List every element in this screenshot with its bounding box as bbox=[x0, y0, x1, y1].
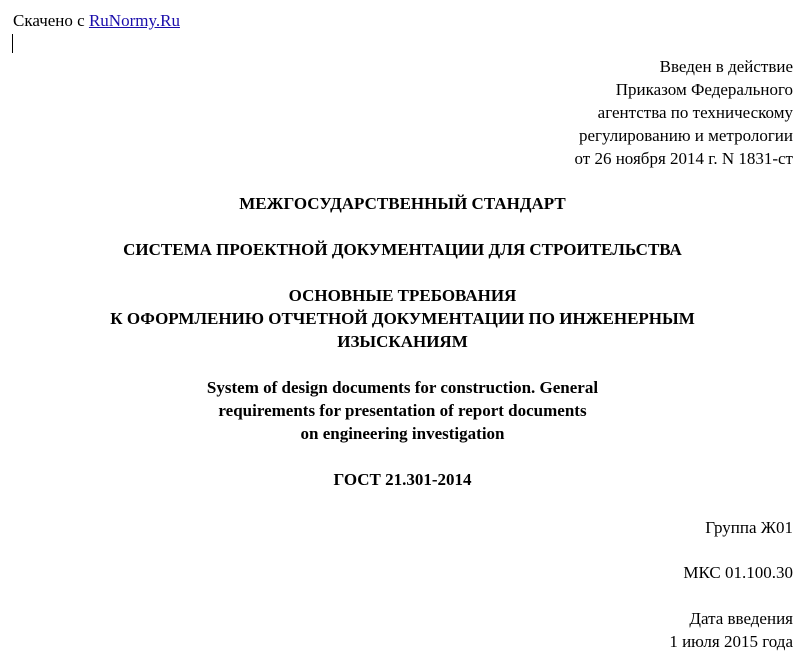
source-link[interactable]: RuNormy.Ru bbox=[88, 11, 180, 30]
english-title-line: on engineering investigation bbox=[300, 424, 505, 443]
source-line bbox=[13, 9, 180, 32]
system-heading bbox=[0, 238, 799, 261]
requirements-line: К ОФОРМЛЕНИЮ ОТЧЕТНОЙ ДОКУМЕНТАЦИИ ПО ИНЖЕНЕРНЫМ bbox=[110, 309, 695, 328]
requirements-heading bbox=[0, 284, 799, 353]
intro-date-value: 1 июля 2015 года bbox=[669, 632, 793, 651]
english-title bbox=[0, 376, 799, 445]
approval-line: Приказом Федерального bbox=[615, 80, 793, 99]
standard-type-heading bbox=[0, 192, 799, 215]
text-cursor bbox=[12, 34, 13, 53]
approval-line: регулированию и метрологии bbox=[578, 126, 793, 145]
approval-line: от 26 ноября 2014 г. N 1831-ст bbox=[574, 149, 793, 168]
approval-line: агентства по техническому bbox=[597, 103, 793, 122]
source-prefix: Скачено с bbox=[13, 11, 89, 30]
english-title-line: System of design documents for construction. General bbox=[206, 378, 599, 397]
intro-date-block bbox=[669, 607, 793, 653]
standard-type-text: МЕЖГОСУДАРСТВЕННЫЙ СТАНДАРТ bbox=[239, 194, 566, 213]
requirements-line: ИЗЫСКАНИЯМ bbox=[337, 332, 468, 351]
group-code: Группа Ж01 bbox=[705, 518, 793, 537]
requirements-line: ОСНОВНЫЕ ТРЕБОВАНИЯ bbox=[288, 286, 517, 305]
mks-code: МКС 01.100.30 bbox=[683, 563, 793, 582]
approval-line: Введен в действие bbox=[659, 57, 793, 76]
english-title-line: requirements for presentation of report documents bbox=[218, 401, 587, 420]
gost-number-heading bbox=[0, 468, 799, 491]
gost-number-text: ГОСТ 21.301-2014 bbox=[333, 470, 472, 489]
system-text: СИСТЕМА ПРОЕКТНОЙ ДОКУМЕНТАЦИИ ДЛЯ СТРОИТЕЛЬСТВА bbox=[123, 240, 682, 259]
approval-block bbox=[575, 55, 794, 170]
intro-date-label: Дата введения bbox=[689, 609, 793, 628]
